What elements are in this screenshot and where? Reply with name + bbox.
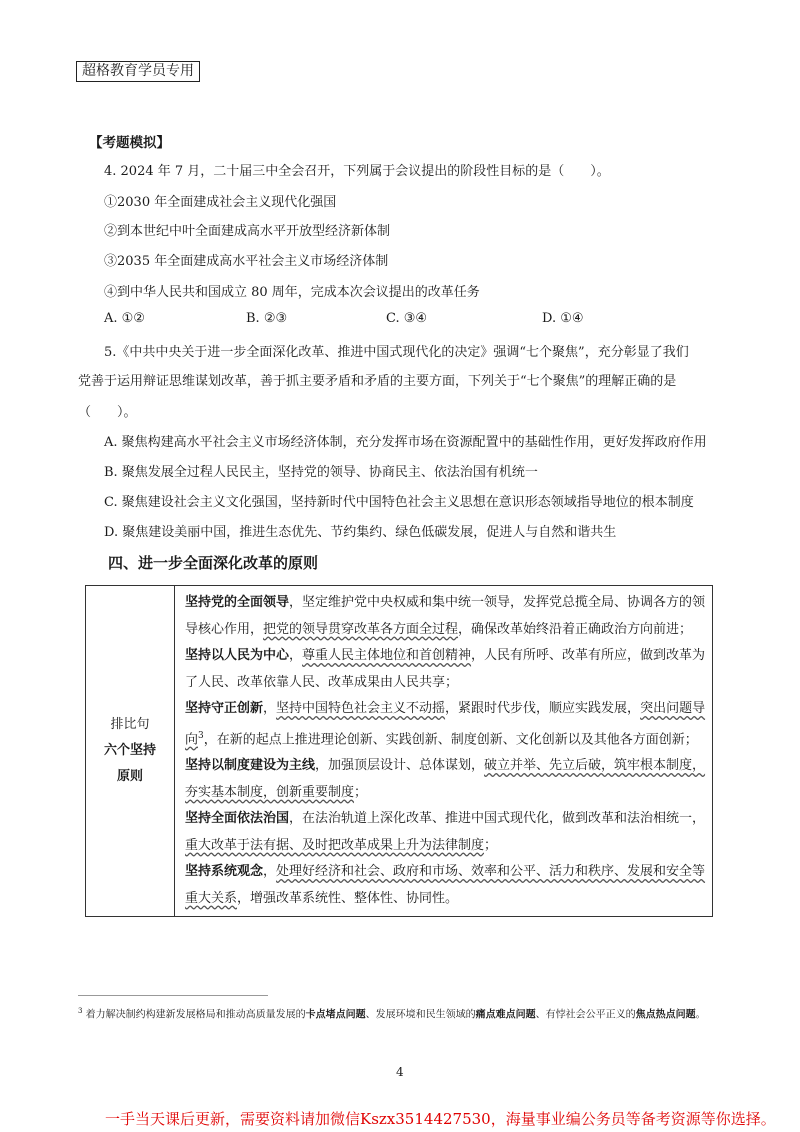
principle-5-key: 重大改革于法有据、及时把改革成果上升为法律制度: [185, 837, 485, 853]
principle-6-key: 处理好经济和社会、政府和市场、效率和公平、活力和秩序、发展和安全等重大关系: [185, 864, 706, 906]
q5-stem-line-1: 5.《中共中央关于进一步全面深化改革、推进中国式现代化的决定》强调“七个聚焦”，充分彰显了我们: [104, 345, 689, 360]
principle-3: [185, 696, 706, 753]
q5-stem-line-2: 党善于运用辩证思维谋划改革，善于抓主要矛盾和矛盾的主要方面，下列关于“七个聚焦”的理解正确的是: [78, 374, 677, 389]
table-content-cell: [175, 586, 713, 917]
principle-5-title: 坚持全面依法治国: [185, 811, 290, 827]
principle-3-key: 坚持中国特色社会主义不动摇: [276, 701, 446, 716]
principle-5: [185, 806, 706, 859]
principle-6: [185, 859, 706, 912]
principle-2-tail: ，人民有所呼、改革有所应，做到改革为了人民、改革依靠人民、改革成果由人民共享；: [185, 648, 706, 690]
footnote-text-2: 、发展环境和民生领域的: [365, 1009, 476, 1021]
principle-1-title: 坚持党的全面领导: [185, 595, 290, 610]
footnote-bold-2: 痛点难点问题: [475, 1009, 536, 1021]
principle-3-mid: ，紧跟时代步伐，顺应实践发展，: [445, 701, 641, 716]
section-title: 【考题模拟】: [89, 135, 170, 151]
principle-1: [185, 590, 706, 643]
q4-option-a[interactable]: A. ①②: [104, 311, 145, 326]
principle-6-title: 坚持系统观念: [185, 864, 264, 880]
footnote-bold-3: 焦点热点问题: [635, 1009, 696, 1021]
ad-banner: 一手当天课后更新，需要资料请加微信Kszx3514427530，海量事业编公务员等备考资源等你选择。: [105, 1110, 776, 1128]
principle-4-tail: ；: [354, 784, 368, 800]
footnote-text-3: 、有悖社会公平正义的: [535, 1009, 636, 1021]
q5-stem-line-3: （ ）。: [78, 405, 137, 420]
principle-3-tail: ，在新的起点上推进理论创新、实践创新、制度创新、文化创新以及其他各方面创新；: [203, 731, 698, 747]
principles-table: [85, 585, 713, 917]
q4-item-4: ④到中华人民共和国成立 80 周年，完成本次会议提出的改革任务: [104, 285, 480, 300]
section-heading: 四、进一步全面深化改革的原则: [108, 554, 319, 572]
principle-1-text: ，坚定维护党中央权威和集中统一领导，发挥党总揽全局、协调各方的领导核心作用，: [185, 595, 706, 637]
footnote-ref[interactable]: 3: [198, 730, 204, 741]
footnote: [78, 1003, 723, 1023]
q5-option-d[interactable]: D. 聚焦建设美丽中国，推进生态优先、节约集约、绿色低碳发展，促进人与自然和谐共生: [104, 525, 617, 540]
principle-5-text: ，在法治轨道上深化改革、推进中国式现代化，做到改革和法治相统一，: [289, 811, 706, 827]
page-number: 4: [396, 1065, 404, 1079]
principle-2: [185, 643, 706, 696]
label-principles: 原则: [116, 769, 143, 785]
principle-1-tail: ，确保改革始终沿着正确政治方向前进；: [458, 621, 693, 637]
principle-2-title: 坚持以人民为中心: [185, 648, 290, 663]
principle-2-text: ，: [289, 648, 303, 663]
label-six-principles: 六个坚持: [103, 743, 156, 759]
q5-option-a[interactable]: A. 聚焦构建高水平社会主义市场经济体制，充分发挥市场在资源配置中的基础性作用，更好发挥政府作用: [104, 435, 707, 450]
principle-5-tail: ；: [484, 837, 498, 853]
principle-1-key: 把党的领导贯穿改革各方面全过程: [263, 621, 459, 637]
footnote-number: 3: [78, 1007, 83, 1015]
principle-4: [185, 753, 706, 806]
q4-item-2: ②到本世纪中叶全面建成高水平开放型经济新体制: [104, 224, 391, 239]
label-parallelism: 排比句: [110, 717, 150, 733]
principle-3-key-2: 突出问题导向: [185, 701, 706, 747]
q4-option-b[interactable]: B. ②③: [246, 311, 288, 326]
q4-item-3: ③2035 年全面建成高水平社会主义市场经济体制: [104, 254, 389, 269]
q4-option-c[interactable]: C. ③④: [386, 311, 428, 326]
q5-option-b[interactable]: B. 聚焦发展全过程人民民主，坚持党的领导、协商民主、依法治国有机统一: [104, 465, 538, 480]
principle-4-key: 破立并举、先立后破，筑牢根本制度，夯实基本制度，创新重要制度: [185, 758, 706, 800]
q4-stem: 4. 2024 年 7 月，二十届三中全会召开，下列属于会议提出的阶段性目标的是（ ）。: [104, 164, 610, 179]
principle-4-text: ，加强顶层设计、总体谋划，: [315, 758, 485, 774]
footnote-text-4: 。: [695, 1009, 706, 1021]
q5-option-c[interactable]: C. 聚焦建设社会主义文化强国，坚持新时代中国特色社会主义思想在意识形态领域指导地位的根本制度: [104, 495, 694, 510]
footnote-divider: [78, 995, 268, 996]
principle-2-key: 尊重人民主体地位和首创精神: [302, 648, 472, 663]
header-badge: 超格教育学员专用: [76, 61, 200, 82]
footnote-text-1: 着力解决制约构建新发展格局和推动高质量发展的: [82, 1009, 306, 1021]
principle-3-text: ，: [263, 701, 277, 716]
q4-item-1: ①2030 年全面建成社会主义现代化强国: [104, 195, 337, 210]
principle-6-text: ，: [263, 864, 277, 880]
principle-6-tail: ，增强改革系统性、整体性、协同性。: [237, 890, 459, 906]
q4-option-d[interactable]: D. ①④: [542, 311, 584, 326]
table-label-cell: [86, 586, 175, 917]
principle-4-title: 坚持以制度建设为主线: [185, 758, 316, 774]
principle-3-title: 坚持守正创新: [185, 701, 264, 716]
footnote-bold-1: 卡点堵点问题: [305, 1009, 366, 1021]
